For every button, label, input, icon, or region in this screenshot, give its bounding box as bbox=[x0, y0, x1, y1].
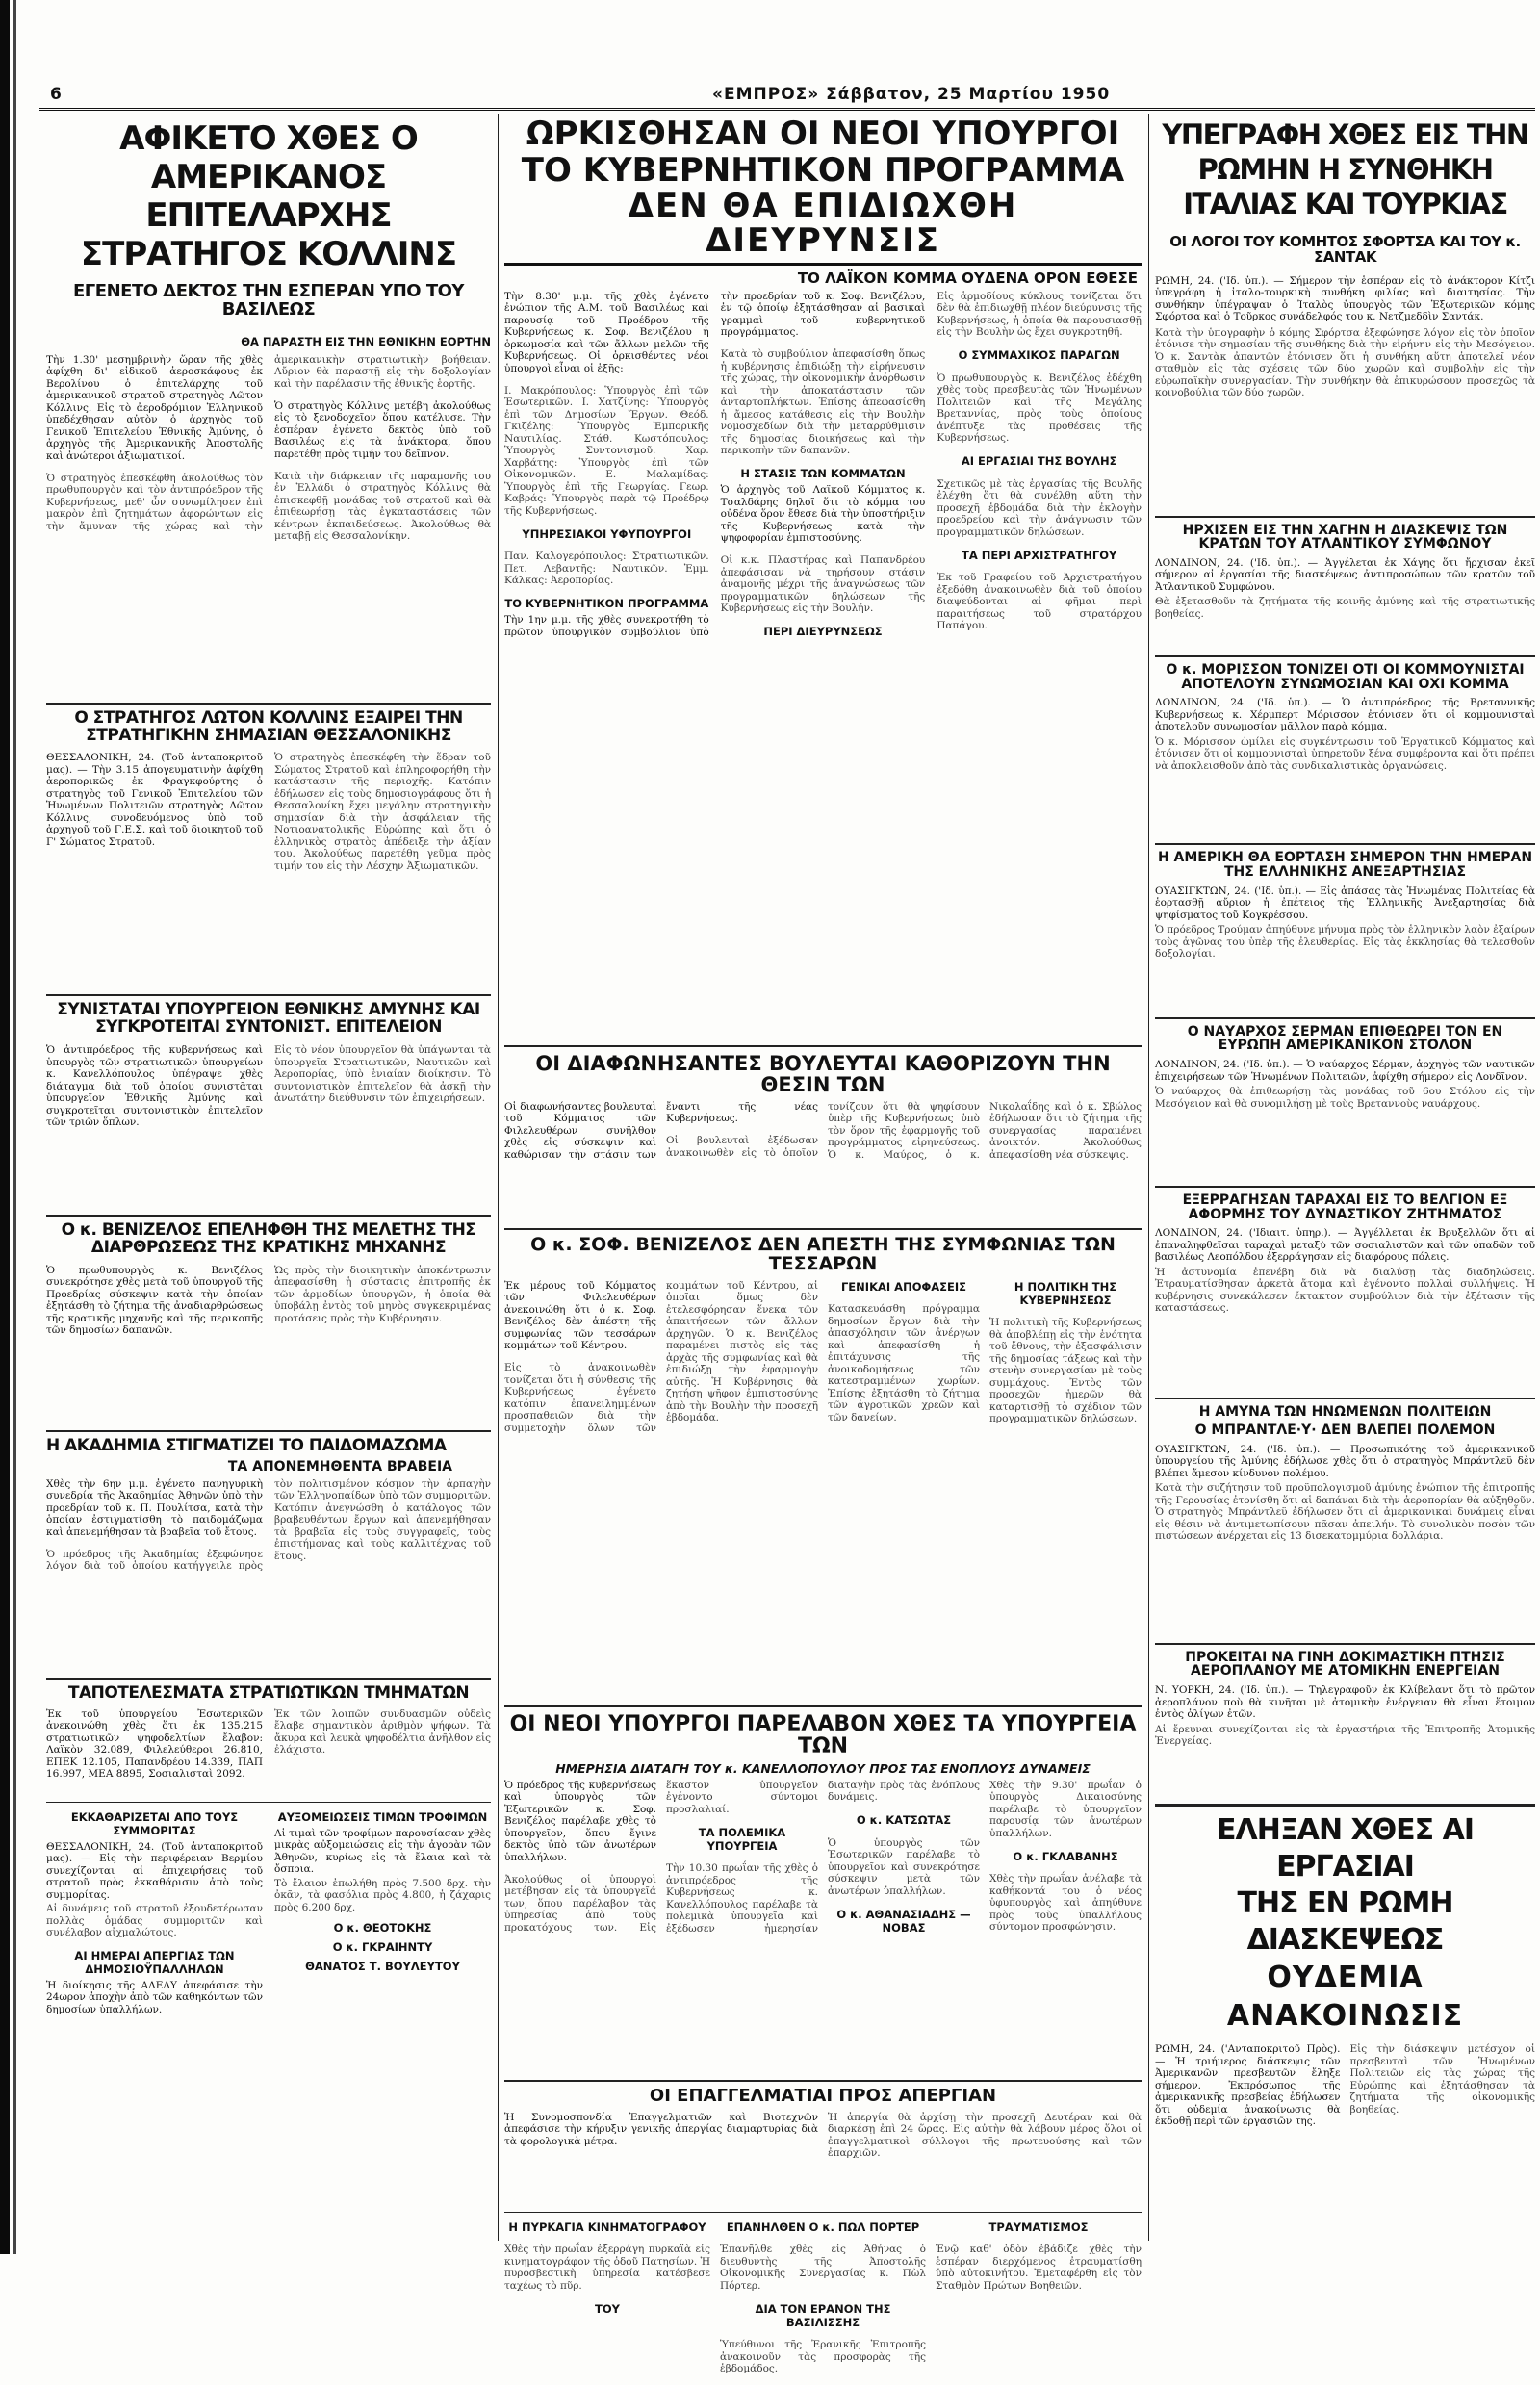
filler-text: Ὁ ὑπουργὸς τῶν Ἐσωτερικῶν παρέλαβε τὸ ὑπουργεῖον καὶ συνεκρότησε σύσκεψιν μετὰ τῶν ἀνωτέρων ὑπαλλήλων. bbox=[828, 1836, 980, 1897]
article-rome-conference bbox=[1155, 2043, 1535, 2168]
headline-venizelos-state: Ο κ. ΒΕΝΙΖΕΛΟΣ ΕΠΕΛΗΦΘΗ ΤΗΣ ΜΕΛΕΤΗΣ ΤΗΣ ΔΙΑΡΘΡΩΣΕΩΣ ΤΗΣ ΚΡΑΤΙΚΗΣ ΜΗΧΑΝΗΣ bbox=[61, 1220, 476, 1257]
article-text: ΘΕΣΣΑΛΟΝΙΚΗ, 24. (Τοῦ ἀνταποκριτοῦ μας). — Εἰς τὴν περιφέρειαν Βερμίου συνεχίζονται αἱ ἐπιχειρήσεις τοῦ στρατοῦ πρὸς ἐκκαθάρισιν ἀπὸ τοὺς συμμορίτας. bbox=[46, 1840, 263, 1901]
page-number: 6 bbox=[50, 85, 62, 104]
headline-america-celebration: Η ΑΜΕΡΙΚΗ ΘΑ ΕΟΡΤΑΣΗ ΣΗΜΕΡΟΝ ΤΗΝ ΗΜΕΡΑΝ ΤΗΣ ΕΛΛΗΝΙΚΗΣ ΑΝΕΞΑΡΤΗΣΙΑΣ bbox=[1157, 850, 1533, 880]
article-venizelos-state bbox=[46, 1265, 491, 1428]
article-text: Ὁ ἀντιπρόεδρος τῆς κυβερνήσεως καὶ ὑπουργὸς τῶν στρατιωτικῶν ὑπουργείων κ. Κανελλόπουλος ὑπέγραψε χθὲς διάταγμα διὰ τοῦ ὁποίου συνιστᾶται ὑπουργεῖον Ἐθνικῆς Ἀμύνης καὶ συγκροτεῖται συντονιστικὸν ἐπιτελεῖον τῶν τριῶν ὅπλων. bbox=[46, 1044, 263, 1129]
section-divider bbox=[1155, 516, 1535, 518]
subhead-commander: ΤΑ ΠΕΡΙ ΑΡΧΙΣΤΡΑΤΗΓΟΥ bbox=[961, 548, 1117, 562]
headline-italy-turkey-treaty: ΥΠΕΓΡΑΦΗ ΧΘΕΣ ΕΙΣ ΤΗΝ ΡΩΜΗΝ Η ΣΥΝΘΗΚΗ ΙΤΑΛΙΑΣ ΚΑΙ ΤΟΥΡΚΙΑΣ bbox=[1162, 118, 1528, 220]
filler-text: Ἡ πολιτικὴ τῆς Κυβερνήσεως θὰ ἀποβλέπῃ εἰς τὴν ἑνότητα τοῦ ἔθνους, τὴν ἐξασφάλισιν τῆς δημοσίας τάξεως καὶ τὴν στενὴν συνεργασίαν μὲ τοὺς συμμάχους. Ἐντὸς τῶν προσεχῶν ἡμερῶν θὰ καταρτισθῇ τὸ σχέδιον τῶν προγραμματικῶν δηλώσεων. bbox=[989, 1317, 1142, 1425]
section-divider bbox=[504, 1705, 1142, 1707]
obit-theotokis: Ο κ. ΘΕΟΤΟΚΗΣ bbox=[333, 1921, 432, 1936]
small-news-porter bbox=[720, 2217, 926, 2385]
headline-belgium-riots: ΕΞΕΡΡΑΓΗΣΑΝ ΤΑΡΑΧΑΙ ΕΙΣ ΤΟ ΒΕΛΓΙΟΝ ΕΞ ΑΦΟΡΜΗΣ ΤΟΥ ΔΥΝΑΣΤΙΚΟΥ ΖΗΤΗΜΑΤΟΣ bbox=[1182, 1192, 1508, 1222]
headline-morrison: Ο κ. ΜΟΡΙΣΣΟΝ ΤΟΝΙΖΕΙ ΟΤΙ ΟΙ ΚΟΜΜΟΥΝΙΣΤΑΙ ΑΠΟΤΕΛΟΥΝ ΣΥΝΩΜΟΣΙΑΝ ΚΑΙ ΟΧΙ ΚΟΜΜΑ bbox=[1166, 661, 1525, 692]
filler-text: Θὰ ἐξετασθοῦν τὰ ζητήματα τῆς κοινῆς ἀμύνης καὶ τῆς στρατιωτικῆς βοηθείας. bbox=[1155, 596, 1535, 620]
subhead-tou: ΤΟΥ bbox=[595, 2301, 620, 2316]
subhead-bandits: ΕΚΚΑΘΑΡΙΖΕΤΑΙ ΑΠΟ ΤΟΥΣ ΣΥΜΜΟΡΙΤΑΣ bbox=[70, 1809, 239, 1837]
filler-text: Ὁ πρωθυπουργὸς κ. Βενιζέλος ἐδέχθη χθὲς τοὺς πρεσβευτὰς τῶν Ἡνωμένων Πολιτειῶν καὶ τῆς Μεγάλης Βρεταννίας, πρὸς τοὺς ὁποίους ἀνέπτυξε τὰς προθέσεις τῆς Κυβερνήσεως. bbox=[937, 372, 1142, 445]
filler-text: Ἐνῷ καθ' ὁδὸν ἐβάδιζε χθὲς τὴν ἑσπέραν διερχόμενος ἐτραυματίσθη ὑπὸ αὐτοκινήτου. Ἐμεταφέρθη εἰς τὸν Σταθμὸν Πρώτων Βοηθειῶν. bbox=[936, 2244, 1142, 2292]
article-text: Ἡ διοίκησις τῆς ΑΔΕΔΥ ἀπεφάσισε τὴν 24ωρον ἀποχὴν ἀπὸ τῶν καθηκόντων τῶν δημοσίων ὑπαλλήλων. bbox=[46, 1979, 263, 2015]
filler-text: Κατὰ τὴν διάρκειαν τῆς παραμονῆς του ἐν Ἑλλάδι ὁ στρατηγὸς Κόλλινς θὰ ἐπισκεφθῇ μονάδας τοῦ στρατοῦ καὶ θὰ ἐπιθεωρήσῃ τὰς ἐγκαταστάσεις τῶν κέντρων ἐκπαιδεύσεως. Ἀκολούθως θὰ μεταβῇ εἰς Θεσσαλονίκην. bbox=[274, 470, 491, 543]
headline-venizelos-agreement: Ο κ. ΣΟΦ. ΒΕΝΙΖΕΛΟΣ ΔΕΝ ΑΠΕΣΤΗ ΤΗΣ ΣΥΜΦΩΝΙΑΣ ΤΩΝ ΤΕΣΣΑΡΩΝ bbox=[530, 1233, 1116, 1274]
article-admiral-sherman bbox=[1155, 1059, 1535, 1184]
article-text: Αἱ τιμαὶ τῶν τροφίμων παρουσίασαν χθὲς μικρὰς αὐξομειώσεις εἰς τὴν ἀγορὰν τῶν Ἀθηνῶν, κυρίως εἰς τὰ ἔλαια καὶ τὰ ὄσπρια. bbox=[274, 1827, 491, 1876]
filler-text: Κατασκευάσθη πρόγραμμα δημοσίων ἔργων διὰ τὴν ἀπασχόλησιν τῶν ἀνέργων καὶ ἀπεφασίσθη ἡ ἐπιτάχυνσις τῆς ἀνοικοδομήσεως τῶν κατεστραμμένων χωρίων. Ἐπίσης ἐξητάσθη τὸ ζήτημα τῶν ἀγροτικῶν χρεῶν καὶ τῶν δανείων. bbox=[828, 1303, 980, 1423]
filler-text: Ὁ κ. Μόρισσον ὡμίλει εἰς συγκέντρωσιν τοῦ Ἐργατικοῦ Κόμματος καὶ ἐτόνισεν ὅτι οἱ κομμουνισταὶ ὑπηρετοῦν ξένα συμφέροντα καὶ ὅτι πρέπει νὰ ἀποκλεισθοῦν ἀπὸ τὰς συνδικαλιστικὰς ὀργανώσεις. bbox=[1155, 735, 1535, 772]
subhead-government-policy: Η ΠΟΛΙΤΙΚΗ ΤΗΣ ΚΥΒΕΡΝΗΣΕΩΣ bbox=[1014, 1279, 1117, 1307]
article-text: ΛΟΝΔΙΝΟΝ, 24. ('Ιδ. ὑπ.). — Ὁ ναύαρχος Σέρμαν, ἀρχηγὸς τῶν ναυτικῶν ἐπιχειρήσεων τῶν Ἡνωμένων Πολιτειῶν, ἀφίχθη σήμερον εἰς Λονδῖνον. bbox=[1155, 1059, 1535, 1083]
section-divider bbox=[504, 1228, 1142, 1230]
filler-text: Ἡ ἀπεργία θὰ ἀρχίσῃ τὴν προσεχῆ Δευτέραν καὶ θὰ διαρκέσῃ ἐπὶ 24 ὥρας. Εἰς αὐτὴν θὰ λάβουν μέρος ὅλοι οἱ ἐπαγγελματικοὶ σύλλογοι τῆς πρωτευούσης καὶ τῶν ἐπαρχιῶν. bbox=[828, 2111, 1142, 2160]
filler-text: Εἰς τὴν διάσκεψιν μετέσχον οἱ πρεσβευταὶ τῶν Ἡνωμένων Πολιτειῶν εἰς τὰς χώρας τῆς Εὐρώπης καὶ ἐξητάσθησαν τὰ ζητήματα τῆς οἰκονομικῆς βοηθείας. bbox=[1349, 2043, 1535, 2116]
binder-line bbox=[13, 0, 16, 2254]
headline-dissenting-deputies: ΟΙ ΔΙΑΦΩΝΗΣΑΝΤΕΣ ΒΟΥΛΕΥΤΑΙ ΚΑΘΟΡΙΖΟΥΝ ΤΗΝ ΘΕΣΙΝ ΤΩΝ bbox=[535, 1051, 1111, 1096]
section-divider bbox=[46, 1215, 491, 1217]
headline-no-expansion: ΔΕΝ ΘΑ ΕΠΙΔΙΩΧΘΗ ΔΙΕΥΡΥΝΣΙΣ bbox=[504, 190, 1142, 265]
section-divider bbox=[1155, 1017, 1535, 1019]
filler-text: Κατὰ τὴν ὑπογραφὴν ὁ κόμης Σφόρτσα ἐξεφώνησε λόγον εἰς τὸν ὁποῖον ἐτόνισε τὴν σημασίαν τῆς συνθήκης διὰ τὴν εἰρήνην εἰς τὴν Μεσόγειον. Ὁ κ. Σαντὰκ ἀπαντῶν ἐτόνισεν ὅτι ἡ συνθήκη αὕτη ἀποτελεῖ νέον σταθμὸν εἰς τὰς σχέσεις τῶν δύο χωρῶν καὶ συμβολὴν εἰς τὴν εὐρωπαϊκὴν συνεργασίαν. Τὴν συνθήκην θὰ ἐπικυρώσουν προσεχῶς τὰ κοινοβούλια τῶν δύο χωρῶν. bbox=[1155, 326, 1535, 398]
column-rule bbox=[498, 114, 499, 2241]
kicker-order-of-day: ΗΜΕΡΗΣΙΑ ΔΙΑΤΑΓΗ ΤΟΥ κ. ΚΑΝΕΛΛΟΠΟΥΛΟΥ ΠΡΟΣ ΤΑΣ ΕΝΟΠΛΟΥΣ ΔΥΝΑΜΕΙΣ bbox=[555, 1760, 1091, 1776]
filler-text: Χθὲς τὴν 9.30' πρωΐαν ὁ ὑπουργὸς Δικαιοσύνης παρέλαβε τὸ ὑπουργεῖον παρουσίᾳ τῶν ἀνωτέρων ὑπαλλήλων. bbox=[989, 1779, 1142, 1839]
filler-text: Χθὲς τὴν πρωΐαν ἀνέλαβε τὰ καθήκοντά του ὁ νέος ὑφυπουργὸς καὶ ἀπηύθυνε πρὸς τοὺς ὑπαλλήλους σύντομον προσφώνησιν. bbox=[989, 1873, 1142, 1934]
article-text: ΘΕΣΣΑΛΟΝΙΚΗ, 24. (Τοῦ ἀνταποκριτοῦ μας). — Τὴν 3.15 ἀπογευματινὴν ἀφίχθη ἀεροπορικῶς ἐκ Φραγκφούρτης ὁ στρατηγὸς τοῦ Γενικοῦ Ἐπιτελείου τῶν Ἡνωμένων Πολιτειῶν στρατηγὸς Λῶτον Κόλλινς, συνοδευόμενος ὑπὸ τοῦ ἀρχηγοῦ τοῦ Γ.Ε.Σ. καὶ τοῦ διοικητοῦ τοῦ Γ' Σώματος Στρατοῦ. bbox=[46, 752, 263, 848]
filler-text: Τὸ ἔλαιον ἐπωλήθη πρὸς 7.500 δρχ. τὴν ὀκᾶν, τὰ φασόλια πρὸς 4.800, ἡ ζάχαρις πρὸς 6.200 δρχ. bbox=[274, 1877, 491, 1913]
headline-no-announcement: ΟΥΔΕΜΙΑ ΑΝΑΚΟΙΝΩΣΙΣ bbox=[1226, 1961, 1464, 2034]
article-text: Οἱ διαφωνήσαντες βουλευταὶ τοῦ Κόμματος τῶν Φιλελευθέρων συνῆλθον χθὲς εἰς σύσκεψιν καὶ καθώρισαν τὴν στάσιν των ἔναντι τῆς νέας Κυβερνήσεως. bbox=[504, 1100, 818, 1161]
paper-date: «ΕΜΠΡΟΣ» Σάββατον, 25 Μαρτίου 1950 bbox=[712, 85, 1111, 104]
subhead-allied-factor: Ο ΣΥΜΜΑΧΙΚΟΣ ΠΑΡΑΓΩΝ bbox=[958, 348, 1120, 363]
obit-grady: Ο κ. ΓΚΡΑΙΗΝΤΥ bbox=[332, 1940, 433, 1955]
subhead-sforza-sadak: ΟΙ ΛΟΓΟΙ ΤΟΥ ΚΟΜΗΤΟΣ ΣΦΟΡΤΣΑ ΚΑΙ ΤΟΥ κ. ΣΑΝΤΑΚ bbox=[1169, 233, 1521, 266]
small-news-fire bbox=[504, 2217, 710, 2385]
subhead-parliament: ΑΙ ΕΡΓΑΣΙΑΙ ΤΗΣ ΒΟΥΛΗΣ bbox=[961, 454, 1117, 469]
article-text: Ἐκ τοῦ ὑπουργείου Ἐσωτερικῶν ἀνεκοινώθη χθὲς ὅτι ἐκ 135.215 στρατιωτικῶν ψηφοδελτίων ἔλαβον: Λαϊκὸν 32.089, Φιλελεύθεροι 26.810, ΕΠΕΚ 12.105, Παπανδρέου 14.339, ΠΑΠ 16.997, ΜΕΑ 8895, Σοσιαλισταὶ 2092. bbox=[46, 1707, 263, 1781]
right-section bbox=[1155, 115, 1535, 2243]
filler-text: Εἰς τὸ νέον ὑπουργεῖον θὰ ὑπάγωνται τὰ ὑπουργεῖα Στρατιωτικῶν, Ναυτικῶν καὶ Ἀεροπορίας, ὑπὸ ἑνιαίαν διοίκησιν. Τὸ συντονιστικὸν ἐπιτελεῖον θὰ ἀσκῇ τὴν ἀνωτάτην διεύθυνσιν τῶν ἐπιχειρήσεων. bbox=[274, 1044, 491, 1105]
headline-military-results: ΤΑΠΟΤΕΛΕΣΜΑΤΑ ΣΤΡΑΤΙΩΤΙΚΩΝ ΤΜΗΜΑΤΩΝ bbox=[67, 1682, 470, 1703]
filler-text: Παν. Καλογερόπουλος: Στρατιωτικῶν. Πετ. Λεβαντῆς: Ναυτικῶν. Ἐμμ. Κάλκας: Ἀεροπορίας. bbox=[504, 551, 709, 587]
article-text: Ὁ πρόεδρος τῆς κυβερνήσεως καὶ ὑπουργὸς τῶν Ἐξωτερικῶν κ. Σοφ. Βενιζέλος παρέλαβε χθὲς τὸ ὑπουργεῖον, ὅπου ἔγινε δεκτὸς ὑπὸ τῶν ἀνωτέρων ὑπαλλήλων. bbox=[504, 1779, 656, 1863]
small-news-right bbox=[274, 1807, 491, 2016]
article-ministers bbox=[504, 291, 1142, 1041]
subhead-program: ΤΟ ΚΥΒΕΡΝΗΤΙΚΟΝ ΠΡΟΓΡΑΜΜΑ bbox=[504, 597, 709, 611]
obit-deputy: ΘΑΝΑΤΟΣ Τ. ΒΟΥΛΕΥΤΟΥ bbox=[305, 1960, 460, 1974]
kicker-populist-party: ΤΟ ΛΑΪΚΟΝ ΚΟΜΜΑ ΟΥΔΕΝΑ ΟΡΟΝ ΕΘΕΣΕ bbox=[797, 269, 1138, 287]
article-academy bbox=[46, 1478, 491, 1676]
subhead-expansion: ΠΕΡΙ ΔΙΕΥΡΥΝΣΕΩΣ bbox=[763, 625, 883, 639]
section-divider bbox=[46, 1802, 491, 1803]
article-text: Τὴν 1ην μ.μ. τῆς χθὲς συνεκροτήθη τὸ πρῶτον ὑπουργικὸν συμβούλιον ὑπὸ τὴν προεδρίαν τοῦ κ. Σοφ. Βενιζέλου, ἐν τῷ ὁποίῳ ἐξητάσθησαν αἱ βασικαὶ γραμμαὶ τοῦ κυβερνητικοῦ προγράμματος. bbox=[504, 290, 926, 638]
headline-bradley: Ο ΜΠΡΑΝΤΛΕ·Υ· ΔΕΝ ΒΛΕΠΕΙ ΠΟΛΕΜΟΝ bbox=[1194, 1423, 1496, 1439]
filler-text: Αἱ δυνάμεις τοῦ στρατοῦ ἐξουδετέρωσαν πολλὰς ὁμάδας συμμοριτῶν καὶ συνέλαβον αἰχμαλώτους. bbox=[46, 1903, 263, 1939]
article-text: ΡΩΜΗ, 24. ('Ιδ. ὑπ.). — Σήμερον τὴν ἑσπέραν εἰς τὸ ἀνάκτορον Κίτζι ὑπεγράφη ἡ ἰταλο-τουρκικὴ συνθήκη φιλίας καὶ διαιτησίας. Τὴν συνθήκην ὑπέγραψαν ὁ Ἰταλὸς ὑπουργὸς τῶν Ἐξωτερικῶν κόμης Σφόρτσα καὶ ὁ Τοῦρκος συνάδελφός του κ. Νετζμεδδὶν Σαντάκ. bbox=[1155, 274, 1535, 322]
headline-collins-thessaloniki: Ο ΣΤΡΑΤΗΓΟΣ ΛΩΤΟΝ ΚΟΛΛΙΝΣ ΕΞΑΙΡΕΙ ΤΗΝ ΣΤΡΑΤΗΓΙΚΗΝ ΣΗΜΑΣΙΑΝ ΘΕΣΣΑΛΟΝΙΚΗΣ bbox=[74, 707, 463, 745]
article-text: Χθὲς τὴν 6ην μ.μ. ἐγένετο πανηγυρικὴ συνεδρία τῆς Ἀκαδημίας Ἀθηνῶν ὑπὸ τὴν προεδρίαν τοῦ κ. Π. Πουλίτσα, κατὰ τὴν ὁποίαν ἐστιγματίσθη τὸ παιδομάζωμα καὶ ἀπενεμήθησαν τὰ βραβεῖα τοῦ ἔτους. bbox=[46, 1477, 263, 1538]
article-venizelos-agreement bbox=[504, 1280, 1142, 1704]
filler-text: Ἐπανῆλθε χθὲς εἰς Ἀθήνας ὁ διευθυντὴς τῆς Ἀποστολῆς Οἰκονομικῆς Συνεργασίας κ. Πὼλ Πόρτερ. bbox=[720, 2244, 926, 2292]
subhead-collins-king: ΕΓΕΝΕΤΟ ΔΕΚΤΟΣ ΤΗΝ ΕΣΠΕΡΑΝ ΥΠΟ ΤΟΥ ΒΑΣΙΛΕΩΣ bbox=[73, 281, 464, 320]
filler-text: Κατὰ τὸ συμβούλιον ἀπεφασίσθη ὅπως ἡ κυβέρνησις ἐπιδιώξῃ τὴν εἰρήνευσιν τῆς χώρας, τὴν οἰκονομικὴν ἀνόρθωσιν καὶ τὴν ἀποκατάστασιν τῶν ἀνταρτοπλήκτων. Ἐπίσης ἀπεφασίσθη ἡ ἄμεσος κατάθεσις εἰς τὴν Βουλὴν νομοσχεδίων διὰ τὴν μεταρρύθμισιν τῆς δημοσίας διοικήσεως καὶ τὴν περικοπὴν τῶν δαπανῶν. bbox=[720, 348, 926, 457]
filler-text: Εἰς τὸ ἀνακοινωθὲν τονίζεται ὅτι ἡ σύνθεσις τῆς Κυβερνήσεως ἐγένετο κατόπιν ἐπανειλημμένων προσπαθειῶν διὰ τὴν συμμετοχὴν ὅλων τῶν κομμάτων τοῦ Κέντρου, αἱ ὁποῖαι ὅμως δὲν ἐτελεσφόρησαν ἕνεκα τῶν ἀπαιτήσεων τῶν ἄλλων ἀρχηγῶν. Ὁ κ. Βενιζέλος παραμένει πιστὸς εἰς τὰς ἀρχὰς τῆς συμφωνίας καὶ θὰ ἐπιδιώξῃ τὴν ἐφαρμογὴν αὐτῆς. Ἡ Κυβέρνησις θὰ ζητήσῃ ψῆφον ἐμπιστοσύνης ἀπὸ τὴν Βουλὴν τὴν προσεχῆ ἑβδομάδα. bbox=[504, 1279, 818, 1434]
headline-rome-conference: ΤΗΣ ΕΝ ΡΩΜΗ ΔΙΑΣΚΕΨΕΩΣ bbox=[1237, 1886, 1453, 1958]
section-divider bbox=[46, 994, 491, 996]
section-divider bbox=[1155, 843, 1535, 845]
subhead-strike-days: ΑΙ ΗΜΕΡΑΙ ΑΠΕΡΓΙΑΣ ΤΩΝ ΔΗΜΟΣΙΟΫΠΑΛΛΗΛΩΝ bbox=[74, 1948, 235, 1976]
headline-us-defense: Η ΑΜΥΝΑ ΤΩΝ ΗΝΩΜΕΝΩΝ ΠΟΛΙΤΕΙΩΝ bbox=[1198, 1404, 1492, 1421]
filler-text: Οἱ βουλευταὶ ἐξέδωσαν ἀνακοινωθὲν εἰς τὸ ὁποῖον τονίζουν ὅτι θὰ ψηφίσουν ὑπὲρ τῆς Κυβερνήσεως ὑπὸ τὸν ὅρον τῆς ἐφαρμογῆς τοῦ προγράμματος εἰρηνεύσεως. Ὁ κ. Μαύρος, ὁ κ. Νικολαΐδης καὶ ὁ κ. Σβώλος ἐδήλωσαν ὅτι τὸ ζήτημα τῆς συνεργασίας παραμένει ἀνοικτόν. Ἀκολούθως ἀπεφασίσθη νέα σύσκεψις. bbox=[666, 1100, 1142, 1161]
headline-admiral-sherman: Ο ΝΑΥΑΡΧΟΣ ΣΕΡΜΑΝ ΕΠΙΘΕΩΡΕΙ ΤΟΝ ΕΝ ΕΥΡΩΠΗ ΑΜΕΡΙΚΑΝΙΚΟΝ ΣΤΟΛΟΝ bbox=[1187, 1023, 1503, 1054]
filler-text: Κατὰ τὴν συζήτησιν τοῦ προϋπολογισμοῦ ἀμύνης ἐνώπιον τῆς ἐπιτροπῆς τῆς Γερουσίας ἐτονίσθη ὅτι αἱ δαπάναι διὰ τὴν ἀεροπορίαν θὰ αὐξηθοῦν. Ὁ στρατηγὸς Μπράντλεϋ ἐδήλωσεν ὅτι αἱ ἀμερικανικαὶ δυνάμεις εἶναι εἰς θέσιν νὰ ἀντιμετωπίσουν πᾶσαν ἀπειλήν. Τὸ συνολικὸν ποσὸν τῶν πιστώσεων ἀνέρχεται εἰς 13 δισεκατομμύρια δολλάρια. bbox=[1155, 1482, 1535, 1543]
article-treaty bbox=[1155, 275, 1535, 514]
article-atomic-plane bbox=[1155, 1684, 1535, 1800]
article-text: ΛΟΝΔΙΝΟΝ, 24. ('Ιδιαιτ. ὑπηρ.). — Ἀγγέλλεται ἐκ Βρυξελλῶν ὅτι αἱ ἐπαναληφθεῖσαι ταραχαὶ μεταξὺ τῶν σοσιαλιστῶν καὶ τῶν ὀπαδῶν τοῦ βασιλέως Λεοπόλδου ἐξερράγησαν εἰς διαφόρους πόλεις. bbox=[1155, 1227, 1535, 1264]
article-text: ΡΩΜΗ, 24. ('Ανταποκριτοῦ Πρὸς). — Ἡ τριήμερος διάσκεψις τῶν Ἀμερικανῶν πρεσβευτῶν ἔληξε σήμερον. Ἐκπρόσωπος τῆς ἀμερικανικῆς πρεσβείας ἐδήλωσεν ὅτι οὐδεμία ἀνακοίνωσις θὰ ἐκδοθῇ περὶ τῶν ἐργασιῶν της. bbox=[1155, 2043, 1341, 2128]
subhead-athanasiadis-novas: Ο κ. ΑΘΑΝΑΣΙΑΔΗΣ — ΝΟΒΑΣ bbox=[836, 1907, 971, 1935]
article-collins bbox=[46, 354, 491, 701]
section-divider bbox=[46, 1678, 491, 1680]
article-text: ΟΥΑΣΙΓΚΤΩΝ, 24. ('Ιδ. ὑπ.). — Προσωπικότης τοῦ ἀμερικανικοῦ ὑπουργείου τῆς Ἀμύνης ἐδήλωσε χθὲς ὅτι ὁ στρατηγὸς Μπράντλεϋ δὲν βλέπει ἄμεσον κίνδυνον πολέμου. bbox=[1155, 1443, 1535, 1479]
filler-text: Ι. Μακρόπουλος: Ὑπουργὸς ἐπὶ τῶν Ἐσωτερικῶν. Ι. Χατζίνης: Ὑπουργὸς ἐπὶ τῶν Δημοσίων Ἔργων. Θεόδ. Γκιζέλης: Ὑπουργὸς Ἐμπορικῆς Ναυτιλίας. Στάθ. Κωστόπουλος: Ὑπουργὸς Συντονισμοῦ. Χαρ. Χαρβάτης: Ὑπουργὸς ἐπὶ τῶν Οἰκονομικῶν. Ε. Μαλαμίδας: Ὑπουργὸς ἐπὶ τῆς Γεωργίας. Γεωρ. Καβράς: Ὑπουργὸς παρὰ τῷ Προέδρῳ τῆς Κυβερνήσεως. bbox=[504, 384, 709, 517]
filler-text: Οἱ κ.κ. Πλαστήρας καὶ Παπανδρέου ἀπεφάσισαν νὰ τηρήσουν στάσιν ἀναμονῆς μέχρι τῆς ἀναγνώσεως τῶν προγραμματικῶν δηλώσεων τῆς Κυβερνήσεως εἰς τὴν Βουλήν. bbox=[720, 554, 926, 615]
subhead-injury: ΤΡΑΥΜΑΤΙΣΜΟΣ bbox=[988, 2219, 1089, 2234]
article-ministers-took-over bbox=[504, 1780, 1142, 2078]
section-divider bbox=[1155, 1186, 1535, 1188]
article-text: Ἡ Συνομοσπονδία Ἐπαγγελματιῶν καὶ Βιοτεχνῶν ἀπεφάσισε τὴν κήρυξιν γενικῆς ἀπεργίας διαμαρτυρίας διὰ τὰ φορολογικὰ μέτρα. bbox=[504, 2111, 818, 2147]
filler-text: Ὁ ναύαρχος θὰ ἐπιθεωρήσῃ τὰς μονάδας τοῦ 6ου Στόλου εἰς τὴν Μεσόγειον καὶ θὰ συνομιλήσῃ μὲ τοὺς Βρεταννοὺς ναυάρχους. bbox=[1155, 1086, 1535, 1110]
article-thessaloniki bbox=[46, 752, 491, 992]
article-hague bbox=[1155, 557, 1535, 654]
subhead-porter-return: ΕΠΑΝΗΛΘΕΝ Ο κ. ΠΩΛ ΠΟΡΤΕΡ bbox=[726, 2219, 920, 2234]
subhead-general-decisions: ΓΕΝΙΚΑΙ ΑΠΟΦΑΣΕΙΣ bbox=[840, 1279, 966, 1294]
article-defense-ministry bbox=[46, 1044, 491, 1213]
section-divider bbox=[1155, 655, 1535, 657]
headline-collins-arrival: ΑΦΙΚΕΤΟ ΧΘΕΣ Ο ΑΜΕΡΙΚΑΝΟΣ ΕΠΙΤΕΛΑΡΧΗΣ ΣΤΡΑΤΗΓΟΣ ΚΟΛΛΙΝΣ bbox=[80, 119, 457, 273]
filler-text: Ὡς πρὸς τὴν διοικητικὴν ἀποκέντρωσιν ἀπεφασίσθη ἡ σύστασις ἐπιτροπῆς ἐκ τῶν ἁρμοδίων ὑπουργῶν, ἡ ὁποία θὰ ὑποβάλῃ ἐντὸς τοῦ μηνὸς συγκεκριμένας προτάσεις πρὸς τὴν Κυβέρνησιν. bbox=[274, 1264, 491, 1324]
section-divider bbox=[46, 1430, 491, 1432]
subhead-parties-stance: Η ΣΤΑΣΙΣ ΤΩΝ ΚΟΜΜΑΤΩΝ bbox=[740, 467, 906, 481]
filler-text: Ὁ στρατηγὸς ἐπεσκέφθη τὴν ἕδραν τοῦ Σώματος Στρατοῦ καὶ ἐπληροφορήθη τὴν κατάστασιν τῆς περιοχῆς. Κατόπιν ἐδήλωσεν εἰς τοὺς δημοσιογράφους ὅτι ἡ Θεσσαλονίκη ἔχει μεγάλην στρατηγικὴν σημασίαν διὰ τὴν ἀσφάλειαν τῆς Νοτιοανατολικῆς Εὐρώπης καὶ ὅτι ὁ ἑλληνικὸς στρατὸς ἀπέδειξε τὴν ἀξίαν του. Ἀκολούθως παρετέθη γεῦμα πρὸς τιμήν του εἰς τὴν Λέσχην Ἀξιωματικῶν. bbox=[274, 752, 491, 872]
section-divider bbox=[46, 703, 491, 705]
headline-hague-conference: ΗΡΧΙΣΕΝ ΕΙΣ ΤΗΝ ΧΑΓΗΝ Η ΔΙΑΣΚΕΨΙΣ ΤΩΝ ΚΡΑΤΩΝ ΤΟΥ ΑΤΛΑΝΤΙΚΟΥ ΣΥΜΦΩΝΟΥ bbox=[1182, 522, 1508, 552]
filler-text: Τὴν 10.30 πρωΐαν τῆς χθὲς ὁ ἀντιπρόεδρος τῆς Κυβερνήσεως κ. Κανελλόπουλος παρέλαβε τὰ πολεμικὰ ὑπουργεῖα καὶ ἐξέδωσεν ἡμερησίαν διαταγὴν πρὸς τὰς ἐνόπλους δυνάμεις. bbox=[666, 1779, 980, 1935]
subhead-war-ministries: ΤΑ ΠΟΛΕΜΙΚΑ ΥΠΟΥΡΓΕΙΑ bbox=[698, 1825, 786, 1853]
headline-ministers-sworn: ΩΡΚΙΣΘΗΣΑΝ ΟΙ ΝΕΟΙ ΥΠΟΥΡΓΟΙ bbox=[526, 115, 1120, 153]
article-text: Ὁ ἀρχηγὸς τοῦ Λαϊκοῦ Κόμματος κ. Τσαλδάρης δηλοῖ ὅτι τὸ κόμμα του οὐδένα ὅρον ἔθεσε διὰ τὴν ὑποστήριξιν τῆς Κυβερνήσεως κατὰ τὴν ψηφοφορίαν ἐμπιστοσύνης. bbox=[720, 484, 926, 545]
filler-text: Ὑπεύθυνοι τῆς Ἐρανικῆς Ἐπιτροπῆς ἀνακοινοῦν τὰς προσφορὰς τῆς ἑβδομάδος. bbox=[720, 2339, 926, 2375]
column-rule bbox=[1148, 114, 1149, 2241]
section-divider bbox=[1155, 1804, 1535, 1807]
article-text: Ἐκ μέρους τοῦ Κόμματος τῶν Φιλελευθέρων ἀνεκοινώθη ὅτι ὁ κ. Σοφ. Βενιζέλος δὲν ἀπέστη τῆς συμφωνίας τῶν τεσσάρων κομμάτων τοῦ Κέντρου. bbox=[504, 1279, 656, 1352]
article-text: Ὁ πρωθυπουργὸς κ. Βενιζέλος συνεκρότησε χθὲς μετὰ τοῦ ὑπουργοῦ τῆς Προεδρίας σύσκεψιν κατὰ τὴν ὁποίαν ἐξητάσθη τὸ ζήτημα τῆς ἀναδιαρθρώσεως τῆς κρατικῆς μηχανῆς καὶ τῆς περικοπῆς τῶν δημοσίων δαπανῶν. bbox=[46, 1264, 263, 1337]
section-divider bbox=[504, 1045, 1142, 1047]
headline-ministers-took-over: ΟΙ ΝΕΟΙ ΥΠΟΥΡΓΟΙ ΠΑΡΕΛΑΒΟΝ ΧΘΕΣ ΤΑ ΥΠΟΥΡΓΕΙΑ ΤΩΝ bbox=[509, 1711, 1137, 1758]
article-text: Ν. ΥΟΡΚΗ, 24. ('Ιδ. ὑπ.). — Τηλεγραφοῦν ἐκ Κλίβελαντ ὅτι τὸ πρῶτον ἀεροπλάνον ποὺ θὰ κινῆται μὲ ἀτομικὴν ἐνέργειαν θὰ εἶναι ἕτοιμον ἐντὸς ὀλίγων ἐτῶν. bbox=[1155, 1684, 1535, 1721]
article-text: Ὁ στρατηγὸς Κόλλινς μετέβη ἀκολούθως εἰς τὸ ξενοδοχεῖον ὅπου κατέλυσε. Τὴν ἑσπέραν ἐγένετο δεκτὸς ὑπὸ τοῦ Βασιλέως εἰς τὰ ἀνάκτορα, ὅπου παρετέθη πρὸς τιμήν του δεῖπνον. bbox=[274, 399, 491, 460]
filler-text: Σχετικῶς μὲ τὰς ἐργασίας τῆς Βουλῆς ἐλέχθη ὅτι θὰ συνέλθῃ αὕτη τὴν προσεχῆ ἑβδομάδα διὰ τὴν ἐκλογὴν προεδρείου καὶ τὴν ἀνάγνωσιν τῶν προγραμματικῶν δηλώσεων. bbox=[937, 477, 1142, 538]
filler-text: Ἐκ τοῦ Γραφείου τοῦ Ἀρχιστρατήγου ἐξεδόθη ἀνακοινωθὲν διὰ τοῦ ὁποίου διαψεύδονται αἱ φῆμαι περὶ παραιτήσεως τοῦ στρατάρχου Παπάγου. bbox=[937, 572, 1142, 632]
headline-academy: Η ΑΚΑΔΗΜΙΑ ΣΤΙΓΜΑΤΙΖΕΙ ΤΟ ΠΑΙΔΟΜΑΖΩΜΑ bbox=[46, 1435, 447, 1455]
filler-text: Ὁ πρόεδρος τῆς Ἀκαδημίας ἐξεφώνησε λόγον διὰ τοῦ ὁποίου κατήγγειλε πρὸς τὸν πολιτισμένον κόσμον τὴν ἀρπαγὴν τῶν Ἑλληνοπαίδων ὑπὸ τῶν συμμοριτῶν. Κατόπιν ἀνεγνώσθη ὁ κατάλογος τῶν βραβευθέντων ἔργων καὶ ἀπενεμήθησαν τὰ βραβεῖα εἰς τοὺς συγγραφεῖς, τοὺς ἐπιστήμονας καὶ τοὺς καλλιτέχνας τοῦ ἔτους. bbox=[46, 1477, 491, 1573]
headline-atomic-plane: ΠΡΟΚΕΙΤΑΙ ΝΑ ΓΙΝΗ ΔΟΚΙΜΑΣΤΙΚΗ ΠΤΗΣΙΣ ΑΕΡΟΠΛΑΝΟΥ ΜΕ ΑΤΟΜΙΚΗΝ ΕΝΕΡΓΕΙΑΝ bbox=[1185, 1649, 1505, 1680]
filler-text: Ὁ πρόεδρος Τρούμαν ἀπηύθυνε μήνυμα πρὸς τὸν ἑλληνικὸν λαὸν ἐξαίρων τοὺς ἀγῶνας του ὑπὲρ τῆς ἐλευθερίας. Εἰς τὰς ἐκκλησίας θὰ τελεσθοῦν δοξολογίαι. bbox=[1155, 924, 1535, 961]
small-news-center-row bbox=[504, 2212, 1142, 2385]
section-divider bbox=[504, 2080, 1142, 2082]
left-section bbox=[46, 115, 491, 2243]
section-divider bbox=[1155, 1398, 1535, 1399]
kicker-national-holiday: ΘΑ ΠΑΡΑΣΤΗ ΕΙΣ ΤΗΝ ΕΘΝΙΚΗΝ ΕΟΡΤΗΝ bbox=[241, 334, 491, 348]
article-text: ΛΟΝΔΙΝΟΝ, 24. ('Ιδ. ὑπ.). — Ἀγγέλεται ἐκ Χάγης ὅτι ἤρχισαν ἐκεῖ σήμερον αἱ ἐργασίαι τῆς διασκέψεως ἀντιπροσώπων τῶν κρατῶν τοῦ Ἀτλαντικοῦ Συμφώνου. bbox=[1155, 556, 1535, 593]
article-belgium bbox=[1155, 1227, 1535, 1396]
subhead-glavanis: Ο κ. ΓΚΛΑΒΑΝΗΣ bbox=[1013, 1849, 1118, 1863]
center-section bbox=[504, 114, 1142, 2375]
subhead-food-prices: ΑΥΞΟΜΕΙΩΣΕΙΣ ΤΙΜΩΝ ΤΡΟΦΙΜΩΝ bbox=[277, 1809, 488, 1824]
filler-text: Χθὲς τὴν πρωΐαν ἐξερράγη πυρκαϊὰ εἰς κινηματογράφον τῆς ὁδοῦ Πατησίων. Ἡ πυροσβεστικὴ ὑπηρεσία κατέσβεσε ταχέως τὸ πῦρ. bbox=[504, 2244, 711, 2292]
small-news-injury bbox=[936, 2217, 1142, 2385]
filler-text: Ὁ στρατηγὸς ἐπεσκέφθη ἀκολούθως τὸν πρωθυπουργὸν καὶ τὸν ἀντιπρόεδρον τῆς Κυβερνήσεως, μεθ' ὧν συνωμίλησεν ἐπὶ μακρὸν ἐπὶ ζητημάτων ἀφορώντων εἰς τὴν ἄμυναν τῆς χώρας καὶ τὴν ἀμερικανικὴν στρατιωτικὴν βοήθειαν. Αὔριον θὰ παραστῇ εἰς τὴν δοξολογίαν καὶ τὴν παρέλασιν τῆς ἐθνικῆς ἑορτῆς. bbox=[46, 353, 491, 532]
small-news-left bbox=[46, 1807, 263, 2016]
article-professionals bbox=[504, 2112, 1142, 2208]
article-america-celebration bbox=[1155, 885, 1535, 1015]
article-dissenting bbox=[504, 1101, 1142, 1226]
article-text: ΛΟΝΔΙΝΟΝ, 24. ('Ιδ. ὑπ.). — Ὁ ἀντιπρόεδρος τῆς Βρεταννικῆς Κυβερνήσεως κ. Χέρμπερτ Μόρισσον ἐτόνισεν ὅτι οἱ κομμουνισταὶ ἀποτελοῦν συνωμοσίαν μᾶλλον παρὰ κόμμα. bbox=[1155, 697, 1535, 733]
filler-text: Αἱ ἔρευναι συνεχίζονται εἰς τὰ ἐργαστήρια τῆς Ἐπιτροπῆς Ἀτομικῆς Ἐνεργείας. bbox=[1155, 1723, 1535, 1748]
binder-edge bbox=[0, 0, 10, 2254]
subhead-service-deputies: ΥΠΗΡΕΣΙΑΚΟΙ ΥΦΥΠΟΥΡΓΟΙ bbox=[522, 526, 692, 541]
filler-text: Εἰς ἁρμοδίους κύκλους τονίζεται ὅτι δὲν θὰ ἐπιδιωχθῇ πλέον διεύρυνσις τῆς Κυβερνήσεως, ἡ ὁποία θὰ παρουσιασθῇ εἰς τὴν Βουλὴν ὡς ἔχει συγκροτηθῆ. bbox=[937, 290, 1142, 339]
filler-text: Ἐκ τῶν λοιπῶν συνδυασμῶν οὐδεὶς ἔλαβε σημαντικὸν ἀριθμὸν ψήφων. Τὰ ἄκυρα καὶ λευκὰ ψηφοδέλτια ἀνῆλθον εἰς ἐλάχιστα. bbox=[274, 1707, 491, 1757]
masthead-strip bbox=[38, 83, 1535, 111]
article-text: Τὴν 1.30' μεσημβρινὴν ὥραν τῆς χθὲς ἀφίχθη δι' εἰδικοῦ ἀεροσκάφους ἐκ Βερολίνου ὁ ἐπιτελάρχης τοῦ ἀμερικανικοῦ στρατοῦ στρατηγὸς Λῶτον Κόλλινς. Εἰς τὸ ἀεροδρόμιον Ἑλληνικοῦ ὑπεδέχθησαν αὐτὸν ὁ ἀρχηγὸς τοῦ Γενικοῦ Ἐπιτελείου Ἐθνικῆς Ἀμύνης, ὁ ἀρχηγὸς τῆς Ἀμερικανικῆς Ἀποστολῆς καὶ ἀνώτεροι ἀξιωματικοί. bbox=[46, 353, 263, 462]
headline-government-program: ΤΟ ΚΥΒΕΡΝΗΤΙΚΟΝ ΠΡΟΓΡΑΜΜΑ bbox=[521, 150, 1125, 190]
article-bradley bbox=[1155, 1444, 1535, 1641]
article-text: ΟΥΑΣΙΓΚΤΩΝ, 24. ('Ιδ. ὑπ.). — Εἰς ἁπάσας τὰς Ἡνωμένας Πολιτείας θὰ ἑορτασθῇ αὔριον ἡ ἐπέτειος τῆς Ἑλληνικῆς Ἀνεξαρτησίας διὰ ψηφίσματος τοῦ Κογκρέσσου. bbox=[1155, 885, 1535, 921]
article-text: Τὴν 8.30' μ.μ. τῆς χθὲς ἐγένετο ἐνώπιον τῆς Α.Μ. τοῦ Βασιλέως καὶ παρουσίᾳ τοῦ Προέδρου τῆς Κυβερνήσεως κ. Σοφ. Βενιζέλου ἡ ὁρκωμοσία καὶ τῶν ἄλλων μελῶν τῆς Κυβερνήσεως. Οἱ ὁρκισθέντες νέοι ὑπουργοὶ εἶναι οἱ ἑξῆς: bbox=[504, 290, 709, 374]
headline-professionals-strike: ΟΙ ΕΠΑΓΓΕΛΜΑΤΙΑΙ ΠΡΟΣ ΑΠΕΡΓΙΑΝ bbox=[649, 2085, 997, 2106]
section-divider bbox=[1155, 1643, 1535, 1645]
subhead-queen-fund: ΔΙΑ ΤΟΝ ΕΡΑΝΟΝ ΤΗΣ ΒΑΣΙΛΙΣΣΗΣ bbox=[755, 2301, 891, 2329]
small-news-row bbox=[46, 1807, 491, 2016]
subhead-fire: Η ΠΥΡΚΑΓΙΑ ΚΙΝΗΜΑΤΟΓΡΑΦΟΥ bbox=[508, 2219, 706, 2234]
article-military-results bbox=[46, 1708, 491, 1800]
headline-defense-ministry: ΣΥΝΙΣΤΑΤΑΙ ΥΠΟΥΡΓΕΙΟΝ ΕΘΝΙΚΗΣ ΑΜΥΝΗΣ ΚΑΙ ΣΥΓΚΡΟΤΕΙΤΑΙ ΣΥΝΤΟΝΙΣΤ. ΕΠΙΤΕΛΕΙΟΝ bbox=[57, 1000, 480, 1038]
filler-text: Ἀκολούθως οἱ ὑπουργοὶ μετέβησαν εἰς τὰ ὑπουργεῖά των, ὅπου παρέλαβον τὰς ὑπηρεσίας ἀπὸ τοὺς προκατόχους των. Εἰς ἕκαστον ὑπουργεῖον ἐγένοντο σύντομοι προσλαλιαί. bbox=[504, 1779, 818, 1934]
headline-rome-ended: ΕΛΗΞΑΝ ΧΘΕΣ ΑΙ ΕΡΓΑΣΙΑΙ bbox=[1217, 1813, 1474, 1885]
article-morrison bbox=[1155, 697, 1535, 841]
subhead-katsotas: Ο κ. ΚΑΤΣΩΤΑΣ bbox=[856, 1813, 952, 1828]
filler-text: Ἡ ἀστυνομία ἐπενέβη διὰ νὰ διαλύσῃ τὰς διαδηλώσεις. Ἐτραυματίσθησαν ἀρκετὰ ἄτομα καὶ ἐγένοντο πολλαὶ συλλήψεις. Ἡ κυβέρνησις συνεκάλεσεν ἔκτακτον συμβούλιον διὰ τὴν ἐξέτασιν τῆς καταστάσεως. bbox=[1155, 1266, 1535, 1315]
subhead-awards: ΤΑ ΑΠΟΝΕΜΗΘΕΝΤΑ ΒΡΑΒΕΙΑ bbox=[227, 1458, 452, 1475]
